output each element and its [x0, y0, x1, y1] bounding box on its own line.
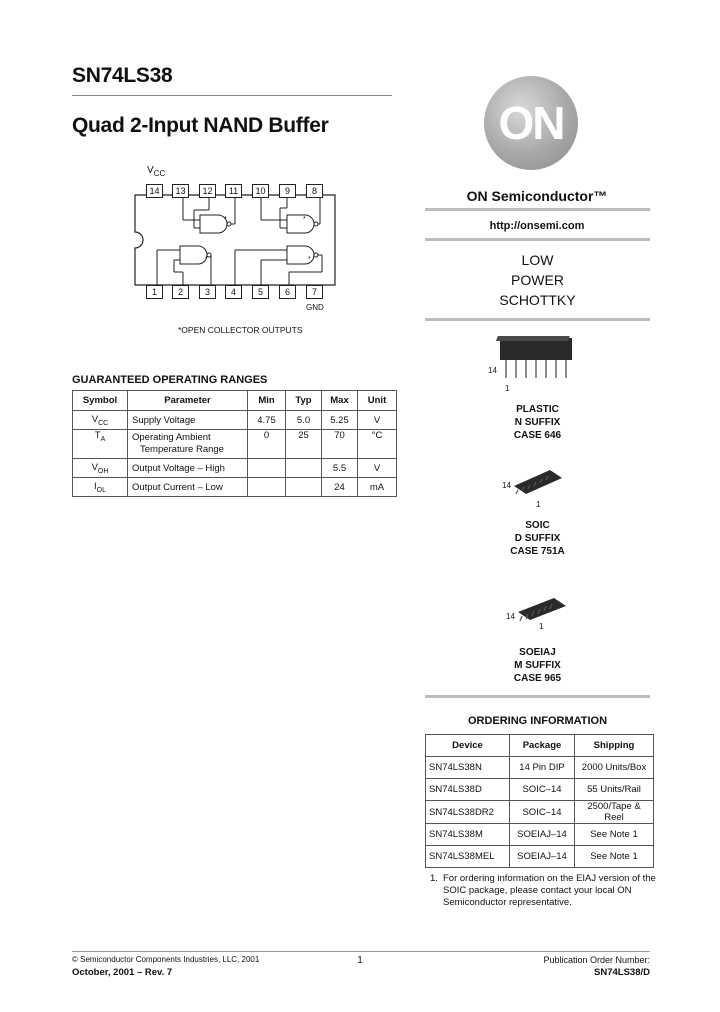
page-number: 1	[357, 955, 363, 966]
family-line: POWER	[511, 272, 564, 288]
shipping-cell: 2500/Tape & Reel	[575, 801, 654, 824]
typ-cell	[286, 478, 322, 497]
open-collector-note: *OPEN COLLECTOR OUTPUTS	[178, 325, 303, 335]
min-cell: 0	[248, 430, 286, 459]
publication-number: SN74LS38/D	[594, 967, 650, 978]
pin-11: 11	[225, 184, 242, 198]
col-unit: Unit	[358, 391, 397, 411]
publication-label: Publication Order Number:	[543, 955, 650, 965]
soeiaj-pin-1: 1	[539, 622, 544, 631]
package-cell: 14 Pin DIP	[510, 757, 575, 779]
family-line: SCHOTTKY	[499, 292, 576, 308]
col-min: Min	[248, 391, 286, 411]
device-cell: SN74LS38DR2	[426, 801, 510, 824]
col-shipping: Shipping	[575, 735, 654, 757]
pin-8: 8	[306, 184, 323, 198]
footnote-number: 1.	[430, 873, 438, 884]
package-line: CASE 965	[513, 673, 562, 684]
pin-2: 2	[172, 285, 189, 299]
col-max: Max	[322, 391, 358, 411]
family-divider	[425, 318, 650, 321]
symbol-cell: $V_{CC}$	[73, 411, 128, 430]
dip-pin-14: 14	[488, 366, 497, 375]
package-label	[425, 519, 650, 558]
open-collector-mark: *	[224, 216, 227, 223]
brand-divider	[425, 208, 650, 211]
pin-1: 1	[146, 285, 163, 299]
max-cell: 5.5	[322, 459, 358, 478]
packages-divider	[425, 695, 650, 698]
footer-divider	[72, 951, 650, 952]
pin-13: 13	[172, 184, 189, 198]
pin-10: 10	[252, 184, 269, 198]
brand-name: ON Semiconductor™	[466, 188, 608, 204]
pin-3: 3	[199, 285, 216, 299]
table-row	[73, 411, 397, 430]
typ-cell: 25	[286, 430, 322, 459]
max-cell: 24	[322, 478, 358, 497]
col-symbol: Symbol	[73, 391, 128, 411]
parameter-cell: Operating Ambient Temperature Range	[128, 430, 248, 459]
unit-cell: mA	[358, 478, 397, 497]
pin-14: 14	[146, 184, 163, 198]
pin-9: 9	[279, 184, 296, 198]
pin-5: 5	[252, 285, 269, 299]
shipping-cell: 55 Units/Rail	[575, 779, 654, 801]
unit-cell: V	[358, 411, 397, 430]
symbol-cell: $I_{OL}$	[73, 478, 128, 497]
table-row	[426, 824, 654, 846]
package-line: CASE 751A	[510, 546, 565, 557]
col-parameter: Parameter	[128, 391, 248, 411]
table-row	[426, 757, 654, 779]
device-cell: SN74LS38M	[426, 824, 510, 846]
package-line: PLASTIC	[516, 404, 559, 415]
table-row	[73, 478, 397, 497]
logo-text: ON	[498, 97, 564, 149]
symbol-cell: $V_{OH}$	[73, 459, 128, 478]
open-collector-mark: *	[205, 256, 208, 263]
vcc-label: $V_{CC}$	[147, 165, 166, 178]
package-cell: SOEIAJ–14	[510, 824, 575, 846]
package-cell: SOIC–14	[510, 779, 575, 801]
table-row	[426, 846, 654, 868]
package-cell: SOEIAJ–14	[510, 846, 575, 868]
footnote-text: For ordering information on the EIAJ version of the SOIC package, please contact your local ON Semiconductor representative.	[443, 873, 656, 908]
date-revision: October, 2001 – Rev. 7	[72, 967, 173, 978]
package-line: SOEIAJ	[519, 647, 556, 658]
soeiaj-pin-14: 14	[506, 612, 515, 621]
logic-family	[425, 250, 650, 310]
unit-cell: °C	[358, 430, 397, 459]
pin-4: 4	[225, 285, 242, 299]
shipping-cell: See Note 1	[575, 824, 654, 846]
dip-pin-1: 1	[505, 384, 510, 393]
url-divider	[425, 238, 650, 241]
package-line: M SUFFIX	[514, 660, 561, 671]
page-title: Quad 2-Input NAND Buffer	[72, 114, 329, 137]
family-line: LOW	[521, 252, 554, 268]
table-row	[426, 779, 654, 801]
package-line: SOIC	[525, 520, 550, 531]
operating-ranges-table	[72, 390, 397, 497]
device-cell: SN74LS38D	[426, 779, 510, 801]
ranges-heading: GUARANTEED OPERATING RANGES	[72, 374, 268, 386]
col-typ: Typ	[286, 391, 322, 411]
table-row	[73, 459, 397, 478]
pin-12: 12	[199, 184, 216, 198]
max-cell: 5.25	[322, 411, 358, 430]
package-line: N SUFFIX	[514, 417, 561, 428]
logic-diagram	[130, 190, 340, 290]
package-cell: SOIC–14	[510, 801, 575, 824]
table-header-row	[73, 391, 397, 411]
package-line: D SUFFIX	[514, 533, 561, 544]
open-collector-mark: *	[308, 256, 311, 263]
dip-package-icon	[484, 330, 584, 388]
soic-pin-1: 1	[536, 500, 541, 509]
typ-cell: 5.0	[286, 411, 322, 430]
website-link[interactable]: http://onsemi.com	[489, 220, 585, 232]
symbol-cell: $T_A$	[73, 430, 128, 459]
col-device: Device	[426, 735, 510, 757]
unit-cell: V	[358, 459, 397, 478]
table-row	[426, 801, 654, 824]
soic-pin-14: 14	[502, 481, 511, 490]
parameter-cell: Supply Voltage	[128, 411, 248, 430]
ordering-table	[425, 734, 654, 868]
package-label	[425, 646, 650, 685]
package-label	[425, 403, 650, 442]
soic-package-icon	[506, 464, 566, 500]
device-cell: SN74LS38N	[426, 757, 510, 779]
min-cell	[248, 478, 286, 497]
title-divider	[72, 95, 392, 96]
part-number: SN74LS38	[72, 64, 173, 87]
table-row	[73, 430, 397, 459]
pin-7: 7	[306, 285, 323, 299]
pin-6: 6	[279, 285, 296, 299]
parameter-cell: Output Current – Low	[128, 478, 248, 497]
parameter-cell: Output Voltage – High	[128, 459, 248, 478]
open-collector-mark: *	[303, 216, 306, 223]
typ-cell	[286, 459, 322, 478]
gnd-label: GND	[306, 303, 324, 312]
min-cell	[248, 459, 286, 478]
shipping-cell: 2000 Units/Box	[575, 757, 654, 779]
ordering-heading: ORDERING INFORMATION	[467, 715, 608, 727]
shipping-cell: See Note 1	[575, 846, 654, 868]
device-cell: SN74LS38MEL	[426, 846, 510, 868]
copyright: © Semiconductor Components Industries, LLC, 2001	[72, 955, 260, 964]
min-cell: 4.75	[248, 411, 286, 430]
max-cell: 70	[322, 430, 358, 459]
package-line: CASE 646	[513, 430, 562, 441]
col-package: Package	[510, 735, 575, 757]
table-header-row	[426, 735, 654, 757]
